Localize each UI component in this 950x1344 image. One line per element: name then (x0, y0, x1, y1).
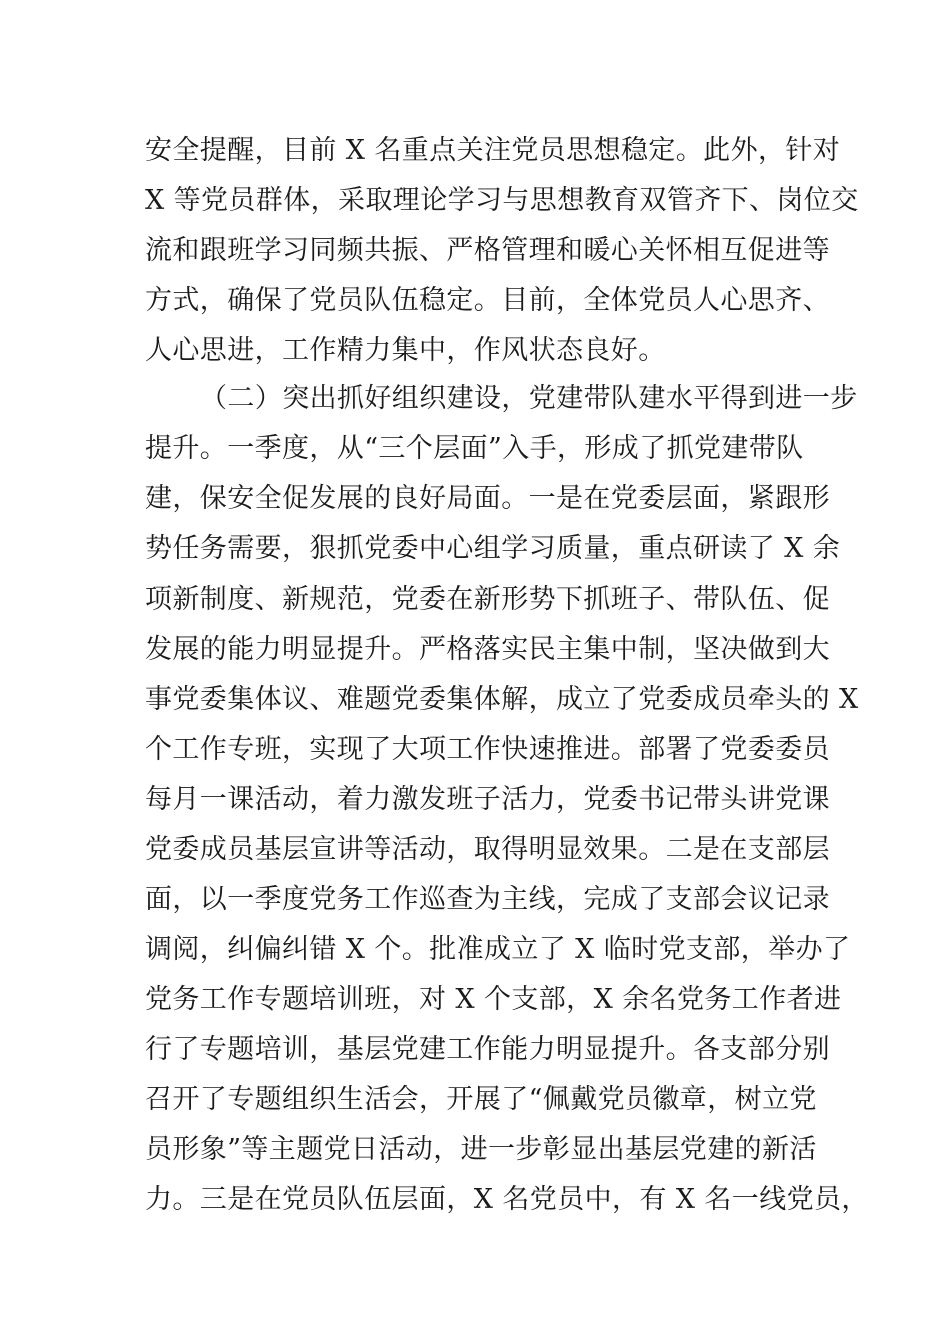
text-line: 事党委集体议、难题党委集体解，成立了党委成员牵头的 X (145, 684, 859, 715)
section-heading-line: （二）突出抓好组织建设，党建带队建水平得到进一步 (200, 383, 858, 414)
text-line: 个工作专班，实现了大项工作快速推进。部署了党委委员 (145, 734, 830, 765)
text-line: 势任务需要，狠抓党委中心组学习质量，重点研读了 X 余 (145, 533, 841, 564)
text-line: 行了专题培训，基层党建工作能力明显提升。各支部分别 (145, 1034, 830, 1065)
text-line: 建，保安全促发展的良好局面。一是在党委层面，紧跟形 (145, 483, 830, 514)
text-line: 员形象”等主题党日活动，进一步彰显出基层党建的新活 (145, 1134, 817, 1165)
text-line: 流和跟班学习同频共振、严格管理和暖心关怀相互促进等 (145, 235, 830, 266)
text-line: 党委成员基层宣讲等活动，取得明显效果。二是在支部层 (145, 834, 830, 865)
text-line: 调阅，纠偏纠错 X 个。批准成立了 X 临时党支部，举办了 (145, 934, 851, 965)
text-line: 面，以一季度党务工作巡查为主线，完成了支部会议记录 (145, 884, 830, 915)
text-line: 人心思进，工作精力集中，作风状态良好。 (145, 335, 666, 366)
text-line: 党务工作专题培训班，对 X 个支部，X 余名党务工作者进 (145, 984, 842, 1015)
text-line: 力。三是在党员队伍层面，X 名党员中，有 X 名一线党员， (145, 1184, 869, 1215)
text-line: 召开了专题组织生活会，开展了“佩戴党员徽章，树立党 (145, 1084, 817, 1115)
text-line: 提升。一季度，从“三个层面”入手，形成了抓党建带队 (145, 433, 804, 464)
text-line: X 等党员群体，采取理论学习与思想教育双管齐下、岗位交 (145, 185, 859, 216)
text-line: 安全提醒，目前 X 名重点关注党员思想稳定。此外，针对 (145, 135, 841, 166)
text-line: 方式，确保了党员队伍稳定。目前，全体党员人心思齐、 (145, 285, 830, 316)
text-line: 项新制度、新规范，党委在新形势下抓班子、带队伍、促 (145, 584, 830, 615)
text-line: 每月一课活动，着力激发班子活力，党委书记带头讲党课 (145, 784, 830, 815)
text-line: 发展的能力明显提升。严格落实民主集中制，坚决做到大 (145, 634, 830, 665)
